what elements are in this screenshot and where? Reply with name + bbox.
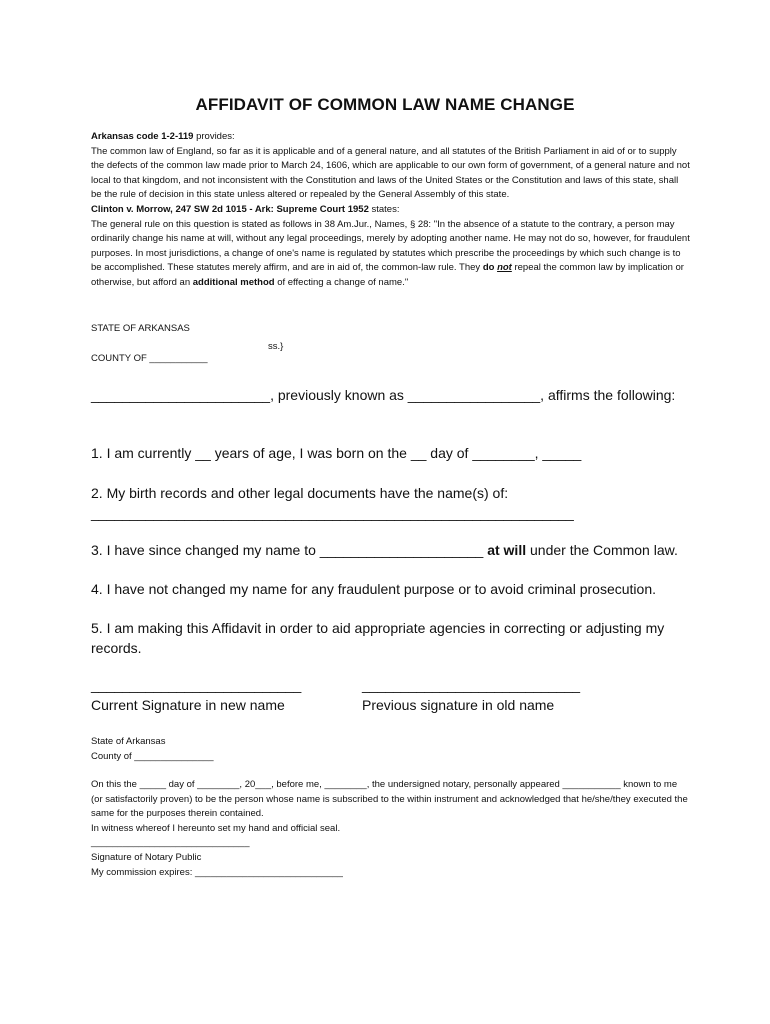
notary-section bbox=[91, 735, 691, 764]
statute-section bbox=[91, 130, 691, 291]
item-3 bbox=[91, 541, 691, 561]
notary-text: On this the _____ day of ________, 20___, before me, ________, the undersigned notary, personally appeared ___________ known to me (or satisfactorily proven) to be the person whose name is subscribed to the within instrument and acknowledged that he/she/they executed the same for the purposes therein contained. bbox=[91, 779, 688, 820]
case-text-part3: of effecting a change of name." bbox=[274, 276, 409, 288]
page-title: AFFIDAVIT OF COMMON LAW NAME CHANGE bbox=[195, 95, 575, 114]
notary-state: State of Arkansas bbox=[91, 736, 166, 747]
item-2: 2. My birth records and other legal documents have the name(s) of: ______________________________________________________________ bbox=[91, 485, 574, 521]
notary-body bbox=[91, 778, 691, 880]
sig-new-label: Current Signature in new name bbox=[91, 697, 285, 713]
case-text-not: not bbox=[497, 262, 512, 274]
case-text-part1: The general rule on this question is stated as follows in 38 Am.Jur., Names, § 28: "In the absence of a statute to the contrary, a person may ordinarily change his name at will, without any legal proceedings, merely by adopting another name. He may not do so, however, for fraudulent purposes. In most jurisdictions, a change of one's name is regulated by statutes which prescribe the proceedings by which such change is to be accomplished. These statutes merely affirm, and are in aid of, the common-law rule. They bbox=[91, 218, 690, 274]
item-5: 5. I am making this Affidavit in order to aid appropriate agencies in correcting or adjusting my records. bbox=[91, 620, 665, 656]
county-label: COUNTY OF ___________ bbox=[91, 353, 208, 364]
sig-new-line: ___________________________ bbox=[91, 677, 302, 693]
item-3-bold: at will bbox=[487, 542, 527, 558]
sig-old-label: Previous signature in old name bbox=[362, 697, 555, 713]
item-4: 4. I have not changed my name for any fraudulent purpose or to avoid criminal prosecution. bbox=[91, 581, 656, 597]
statute-heading-line bbox=[91, 130, 691, 145]
statute-heading: Arkansas code 1-2-119 bbox=[91, 131, 194, 142]
notary-sig-label: Signature of Notary Public bbox=[91, 851, 202, 863]
affirm-line: _______________________, previously known as _________________, affirms the following: bbox=[91, 387, 676, 403]
case-heading-suffix: states: bbox=[368, 203, 400, 215]
case-text-do: do bbox=[482, 262, 498, 274]
commission-label: My commission expires: ____________________________ bbox=[91, 866, 343, 878]
sig-old-line: ____________________________ bbox=[362, 677, 581, 693]
state-label: STATE OF ARKANSAS bbox=[91, 323, 190, 334]
statute-heading-suffix: provides: bbox=[193, 131, 235, 142]
case-text-part2: repeal the common law by implication or otherwise, but afford an bbox=[91, 262, 684, 288]
item-1: 1. I am currently __ years of age, I was born on the __ day of ________, _____ bbox=[91, 445, 582, 461]
item-3-part2: under the Common law. bbox=[526, 542, 678, 558]
statute-text: The common law of England, so far as it is applicable and of a general nature, and all statutes of the British Parliament in aid of or to supply the defects of the common law made prior to March 24, 1606, which are applicable to our own form of government, of a general nature and not local to that kingdom, and not inconsistent with the Constitution and laws of the United States or the Constitution and laws of this state, shall be the rule of decision in this state unless altered or repealed by the General Assembly of this state. bbox=[91, 145, 690, 201]
item-3-part1: 3. I have since changed my name to _____________________ bbox=[91, 542, 488, 558]
case-text bbox=[91, 218, 691, 291]
case-heading: Clinton v. Morrow, 247 SW 2d 1015 - Ark: Supreme Court 1952 bbox=[91, 203, 369, 215]
case-text-additional: additional method bbox=[192, 276, 275, 288]
witness-text: In witness whereof I hereunto set my hand and official seal. bbox=[91, 822, 341, 834]
case-heading-line bbox=[91, 203, 691, 218]
ss-label: ss.} bbox=[268, 341, 284, 352]
notary-county: County of _______________ bbox=[91, 750, 214, 762]
notary-sig-line: ______________________________ bbox=[91, 837, 250, 849]
